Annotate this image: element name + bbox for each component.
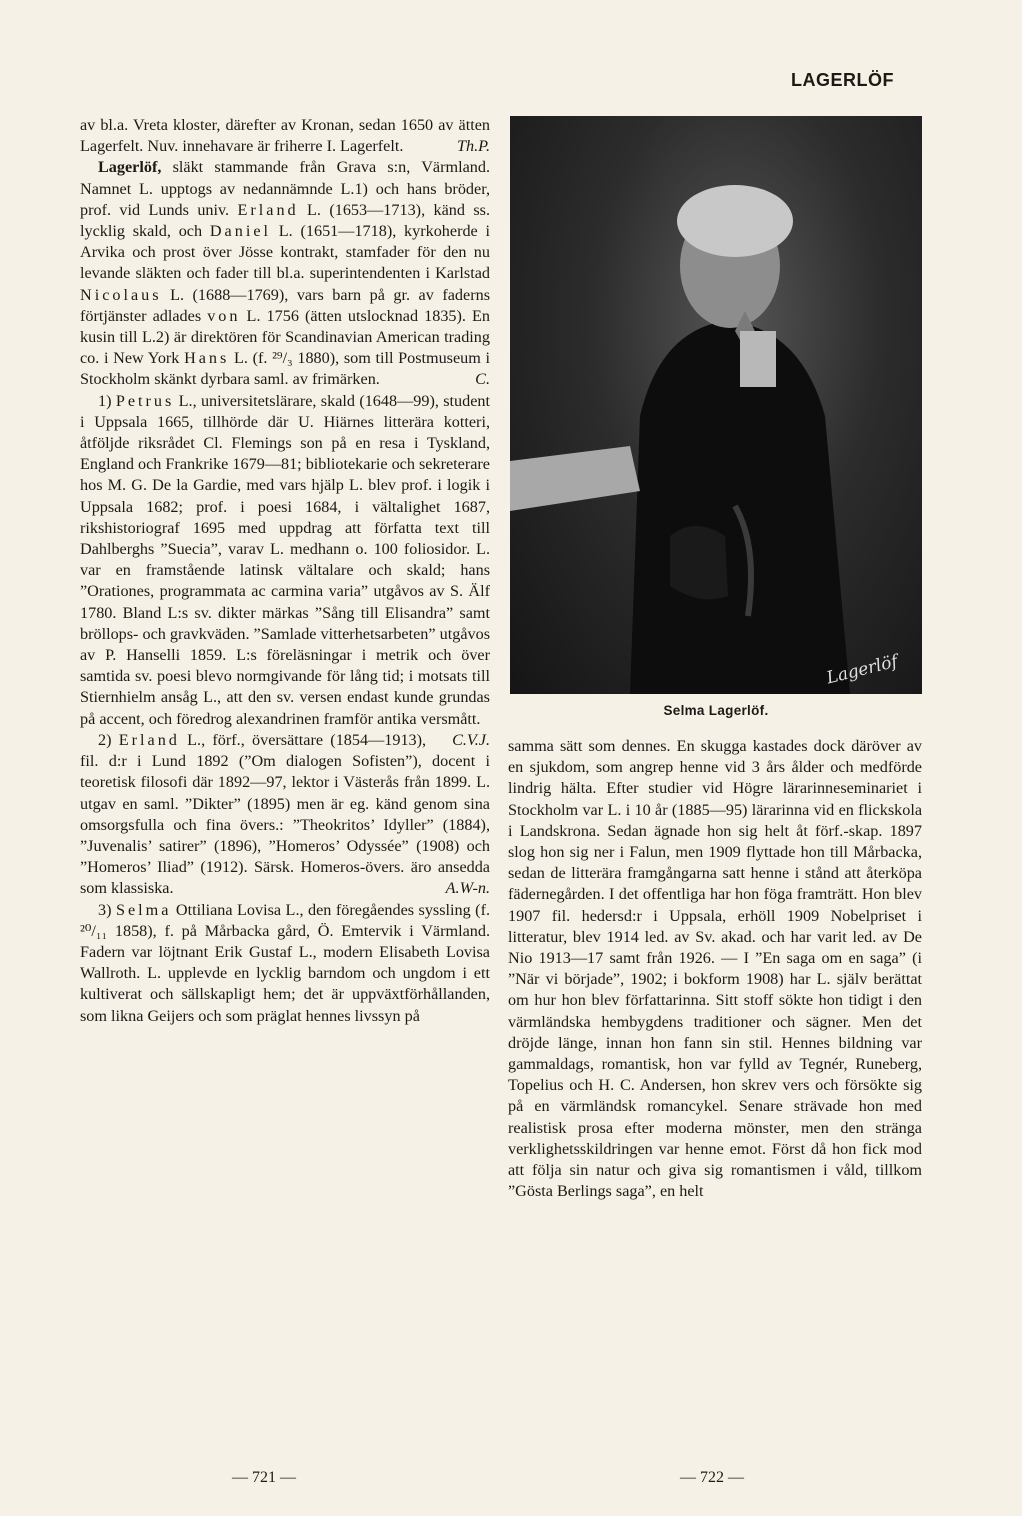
paragraph-erland: 2) Erland L., förf., översättare (1854—1913), fil. d:r i Lund 1892 (”Om dialogen Sofisten”), docent i teoretisk filosofi där 1892—97, lektor i Västerås från 1899. L. utgav en saml. ”Dikter” (1895) men är eg. känd genom sina omsorgsfulla och fina övers.: ”Theokritos’ Idyller” (1884), ”Juvenalis’ satirer” (1896), ”Homeros’ Odyssée” (1908) och ”Homeros’ Iliad” (1912). Särsk. Homeros-övers. äro ansedda som klassiska. A.W-n. [80, 730, 490, 900]
page-number-right: — 722 — [680, 1469, 744, 1486]
author-signature: C.V.J. [452, 730, 490, 749]
paragraph-petrus: 1) Petrus L., universitetslärare, skald (1648—99), student i Uppsala 1665, tillhörde där U. Hiärnes litterära kotteri, åtföljde riksrådet Cl. Flemings son på en resa i Tyskland, England och Frankrike 1679—81; bibliotekarie och sekreterare hos M. G. De la Gardie, med vars hjälp L. blev prof. i logik i Uppsala 1682; prof. i poesi 1684, i vältalighet 1687, rikshistoriograf 1695 med uppdrag att författa text till Dahlberghs ”Suecia”, varav L. medhann o. 100 foliosidor. L. var en framstående latinsk vältalare och skald; hans ”Orationes, programmata ac carmina varia” utgåvos av S. Älf 1780. Bland L:s sv. dikter märkas ”Sång till Elisandra” samt bröllops- och gravkväden. ”Samlade vitterhetsarbeten” utgåvos av P. Hanselli 1859. L:s föreläsningar i metrik och över samtida sv. poesi blevo normgivande för lång tid; i motsats till Stiernhielm ansåg L., att den sv. versen endast kunde grundas på accent, och föredrog alexandrinen framför antika versmått. C.V.J. [80, 391, 490, 730]
paragraph-selma: 3) Selma Ottiliana Lovisa L., den föregåendes syssling (f. ²⁰/₁₁ 1858), f. på Mårbacka gård, Ö. Emtervik i Värmland. Fadern var löjtnant Erik Gustaf L., modern Elisabeth Lovisa Wallroth. L. upplevde en lycklig barndom och ungdom i ett kultiverat och sällskapligt hem; det är uppväxtförhållanden, som likna Geijers och som präglat hennes livssyn på [80, 900, 491, 1025]
author-signature: Th.P. [457, 137, 490, 156]
right-column [508, 736, 922, 1202]
photo-caption: Selma Lagerlöf. [663, 703, 769, 718]
photo-signature: Lagerlöf [824, 651, 900, 689]
author-signature: C. [475, 370, 490, 389]
paragraph-vreta: av bl.a. Vreta kloster, därefter av Kronan, sedan 1650 av ätten Lagerfelt. Nuv. innehavare är friherre I. Lagerfelt. Th.P. [80, 115, 490, 157]
entry-headword: Lagerlöf, [98, 158, 162, 177]
portrait-illustration [510, 116, 922, 694]
running-header: LAGERLÖF [791, 70, 894, 90]
portrait-photo [510, 116, 922, 694]
page-number-left: — 721 — [232, 1469, 296, 1486]
paragraph-lagerlof-family: Lagerlöf, släkt stammande från Grava s:n, Värmland. Namnet L. upptogs av nedannämnde L.1) och hans bröder, prof. vid Lunds univ. Erland L. (1653—1713), känd ss. lycklig skald, och Daniel L. (1651—1718), kyrkoherde i Arvika och prost över Jösse kontrakt, stamfader för den nu levande släkten och fader till bl.a. superintendenten i Karlstad Nicolaus L. (1688—1769), vars barn på gr. av faderns förtjänster adlades von L. 1756 (ätten utslocknad 1835). En kusin till L.2) är direktören för Scandinavian American trading co. i New York Hans L. (f. ²⁹/₃ 1880), som till Postmuseum i Stockholm skänkt dyrbara saml. av frimärken. C. [80, 157, 490, 390]
paragraph-selma-continued: samma sätt som dennes. En skugga kastades dock däröver av en sjukdom, som angrep henne vid 3 års ålder och medförde lindrig hälta. Efter studier vid Högre lärarinneseminariet i Stockholm var L. i 10 år (1885—95) lärarinna vid en flickskola i Landskrona. Sedan ägnade hon sig helt åt förf.-skap. 1897 slog hon sig ner i Falun, men 1909 flyttade hon till Mårbacka, sedan de litterära framgångarna satt henne i stånd att återköpa fädernegården. I det offentliga har hon föga framträtt. Hon blev 1907 fil. hedersd:r i Uppsala, erhöll 1909 Nobelpriset i litteratur, blev 1914 led. av Sv. akad. och har varit led. av De Nio 1913—17 samt från 1926. — I ”En saga om en saga” (i ”När vi började”, 1902; i bokform 1908) har L. själv berättat om hur hon blev författarinna. Sitt stoff sökte hon tidigt i den värmländska hembygdens traditioner och sägner. Men det dröjde länge, innan hon fann sin stil. Hennes bildning var gammaldags, romantisk, hon var fylld av Tegnér, Runeberg, Topelius och H. C. Andersen, hon skrev vers och försökte sig på en värmländsk romancykel. Senare strävade hon med realistisk prosa efter moderna mönster, men den stränga verklighetsskildringen var henne emot. Först då hon fick mod att följa sin natur och giva sig romantismen i våld, tillkom ”Gösta Berlings saga”, en helt [508, 737, 922, 1201]
author-signature: A.W-n. [445, 879, 490, 898]
left-column [80, 115, 490, 1027]
